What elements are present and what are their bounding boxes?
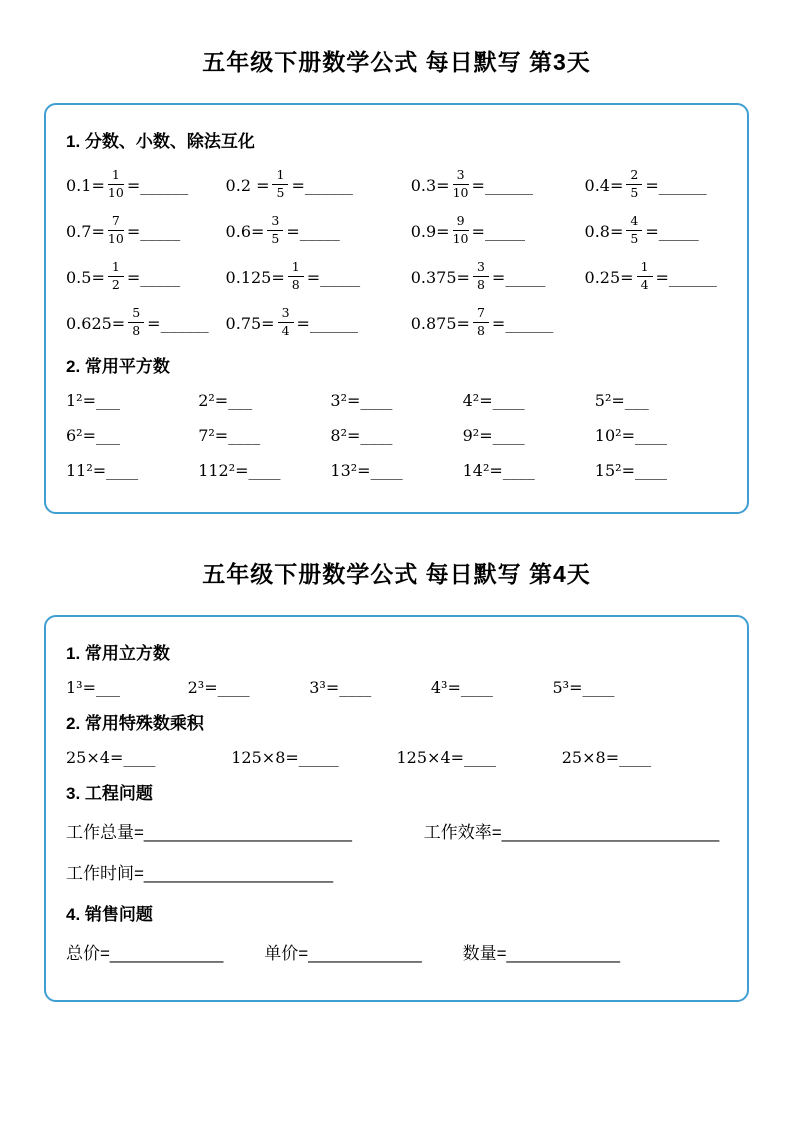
fraction-numerator: 3 (267, 214, 283, 230)
decimal-label: 0.4= (584, 175, 624, 195)
fraction-denominator: 10 (107, 184, 124, 200)
fraction (637, 260, 653, 292)
day3-card (44, 103, 749, 514)
answer-blank: =_____ (126, 221, 181, 241)
day3-section (44, 44, 749, 514)
square-item: 11²=____ (66, 461, 139, 480)
fraction (626, 168, 642, 200)
fraction (453, 168, 469, 200)
fraction-numerator: 1 (288, 260, 304, 276)
decimal-label: 0.875= (410, 313, 470, 333)
decimal-label: 0.2 = (225, 175, 270, 195)
fraction-item (226, 212, 411, 250)
decimal-label: 0.125= (225, 267, 285, 287)
fraction (626, 214, 642, 246)
fraction-numerator: 1 (637, 260, 653, 276)
square-item: 9²=____ (462, 426, 525, 445)
fraction (278, 306, 294, 338)
day4-cubes-grid (66, 678, 674, 697)
product-item: 125×8=_____ (231, 748, 339, 767)
fraction-item (411, 166, 585, 204)
answer-blank: =______ (645, 175, 707, 195)
sales-field-quantity: 数量=____________ (462, 944, 620, 963)
cube-item: 1³=___ (66, 678, 120, 697)
day3-fractions-grid (66, 166, 727, 342)
fraction-denominator: 8 (476, 276, 485, 292)
fraction-item (585, 166, 727, 204)
day4-products-grid (66, 748, 727, 767)
fraction-numerator: 1 (272, 168, 288, 184)
decimal-label: 0.625= (66, 313, 126, 333)
decimal-label: 0.5= (66, 267, 105, 287)
sales-field-unit-price: 单价=____________ (264, 944, 422, 963)
fraction-denominator: 8 (476, 322, 485, 338)
day3-fractions-heading: 1. 分数、小数、除法互化 (66, 132, 255, 151)
fraction-item (66, 166, 226, 204)
decimal-label: 0.8= (584, 221, 624, 241)
fraction-denominator: 4 (640, 276, 649, 292)
day4-section (44, 556, 749, 1002)
fraction-item (585, 212, 727, 250)
fraction-numerator: 4 (626, 214, 642, 230)
day3-squares-grid (66, 391, 727, 480)
answer-blank: =_____ (126, 267, 181, 287)
cube-item: 3³=____ (309, 678, 372, 697)
answer-blank: =______ (147, 313, 209, 333)
fraction-item (66, 258, 226, 296)
answer-blank: =______ (471, 175, 533, 195)
day4-card (44, 615, 749, 1002)
square-item: 1²=___ (66, 391, 120, 410)
square-item: 6²=___ (66, 426, 120, 445)
fraction-denominator: 10 (452, 184, 469, 200)
fraction (453, 214, 469, 246)
fraction-item (411, 304, 585, 342)
fraction-numerator: 7 (108, 214, 124, 230)
fraction-numerator: 3 (453, 168, 469, 184)
square-item: 15²=____ (594, 461, 667, 480)
fraction-denominator: 5 (276, 184, 285, 200)
engineering-field-work-time: 工作时间=____________________ (66, 864, 334, 883)
square-item: 4²=____ (462, 391, 525, 410)
sales-field-total-price: 总价=____________ (66, 944, 224, 963)
fraction-numerator: 1 (108, 260, 124, 276)
fraction (288, 260, 304, 292)
fraction-denominator: 4 (281, 322, 290, 338)
fraction (473, 306, 489, 338)
cube-item: 5³=____ (552, 678, 615, 697)
cube-item: 4³=____ (430, 678, 493, 697)
answer-blank: =_____ (286, 221, 340, 241)
answer-blank: =______ (296, 313, 358, 333)
answer-blank: =______ (655, 267, 717, 287)
day4-sales-heading: 4. 销售问题 (66, 905, 153, 924)
square-item: 7²=____ (198, 426, 261, 445)
fraction-numerator: 3 (278, 306, 294, 322)
fraction-numerator: 3 (473, 260, 489, 276)
fraction-denominator: 10 (107, 230, 124, 246)
answer-blank: =_____ (491, 267, 546, 287)
fraction (272, 168, 288, 200)
product-item: 25×4=____ (66, 748, 156, 767)
square-item: 10²=____ (594, 426, 667, 445)
square-item: 2²=___ (198, 391, 253, 410)
product-item: 25×8=____ (561, 748, 652, 767)
fraction-item (226, 166, 411, 204)
decimal-label: 0.7= (66, 221, 105, 241)
decimal-label: 0.75= (225, 313, 275, 333)
fraction-numerator: 2 (626, 168, 642, 184)
cube-item: 2³=____ (187, 678, 250, 697)
fraction-denominator: 5 (630, 230, 639, 246)
day4-products-heading: 2. 常用特殊数乘积 (66, 714, 204, 733)
fraction-item (66, 304, 226, 342)
fraction-item (66, 212, 226, 250)
day4-cubes-heading: 1. 常用立方数 (66, 644, 170, 663)
product-item: 125×4=____ (396, 748, 497, 767)
answer-blank: =_____ (306, 267, 361, 287)
fraction-numerator: 1 (108, 168, 124, 184)
answer-blank: =______ (291, 175, 353, 195)
fraction (108, 260, 124, 292)
square-item: 14²=____ (462, 461, 535, 480)
fraction-denominator: 5 (630, 184, 639, 200)
fraction-item (226, 304, 411, 342)
answer-blank: =______ (491, 313, 554, 333)
decimal-label: 0.6= (225, 221, 265, 241)
fraction (128, 306, 144, 338)
fraction-denominator: 2 (111, 276, 120, 292)
fraction-item (226, 258, 411, 296)
square-item: 112²=____ (198, 461, 281, 480)
fraction-item (411, 212, 585, 250)
engineering-field-total-work: 工作总量=______________________ (66, 823, 352, 842)
day3-squares-heading: 2. 常用平方数 (66, 357, 170, 376)
fraction-denominator: 8 (132, 322, 141, 338)
fraction-denominator: 10 (452, 230, 469, 246)
fraction-numerator: 7 (473, 306, 489, 322)
fraction-denominator: 5 (271, 230, 280, 246)
decimal-label: 0.375= (410, 267, 470, 287)
decimal-label: 0.3= (410, 175, 450, 195)
day4-engineering-row1 (66, 818, 727, 843)
decimal-label: 0.9= (410, 221, 450, 241)
decimal-label: 0.25= (584, 267, 634, 287)
fraction (473, 260, 489, 292)
answer-blank: =_____ (471, 221, 525, 241)
fraction-item (411, 258, 585, 296)
fraction-numerator: 5 (128, 306, 144, 322)
square-item: 5²=___ (594, 391, 649, 410)
fraction-denominator: 8 (291, 276, 300, 292)
fraction-numerator: 9 (453, 214, 469, 230)
day3-title: 五年级下册数学公式 每日默写 第3天 (202, 49, 591, 75)
answer-blank: =______ (126, 175, 189, 195)
fraction (267, 214, 283, 246)
day4-sales-grid (66, 939, 661, 964)
fraction (108, 168, 124, 200)
day4-engineering-row2 (66, 859, 727, 884)
square-item: 13²=____ (330, 461, 403, 480)
answer-blank: =_____ (645, 221, 699, 241)
day4-title: 五年级下册数学公式 每日默写 第4天 (202, 561, 591, 587)
square-item: 8²=____ (330, 426, 393, 445)
engineering-field-work-efficiency: 工作效率=_______________________ (423, 823, 720, 842)
decimal-label: 0.1= (66, 175, 105, 195)
square-item: 3²=____ (330, 391, 393, 410)
fraction (108, 214, 124, 246)
fraction-item (585, 258, 727, 296)
day4-engineering-heading: 3. 工程问题 (66, 784, 153, 803)
